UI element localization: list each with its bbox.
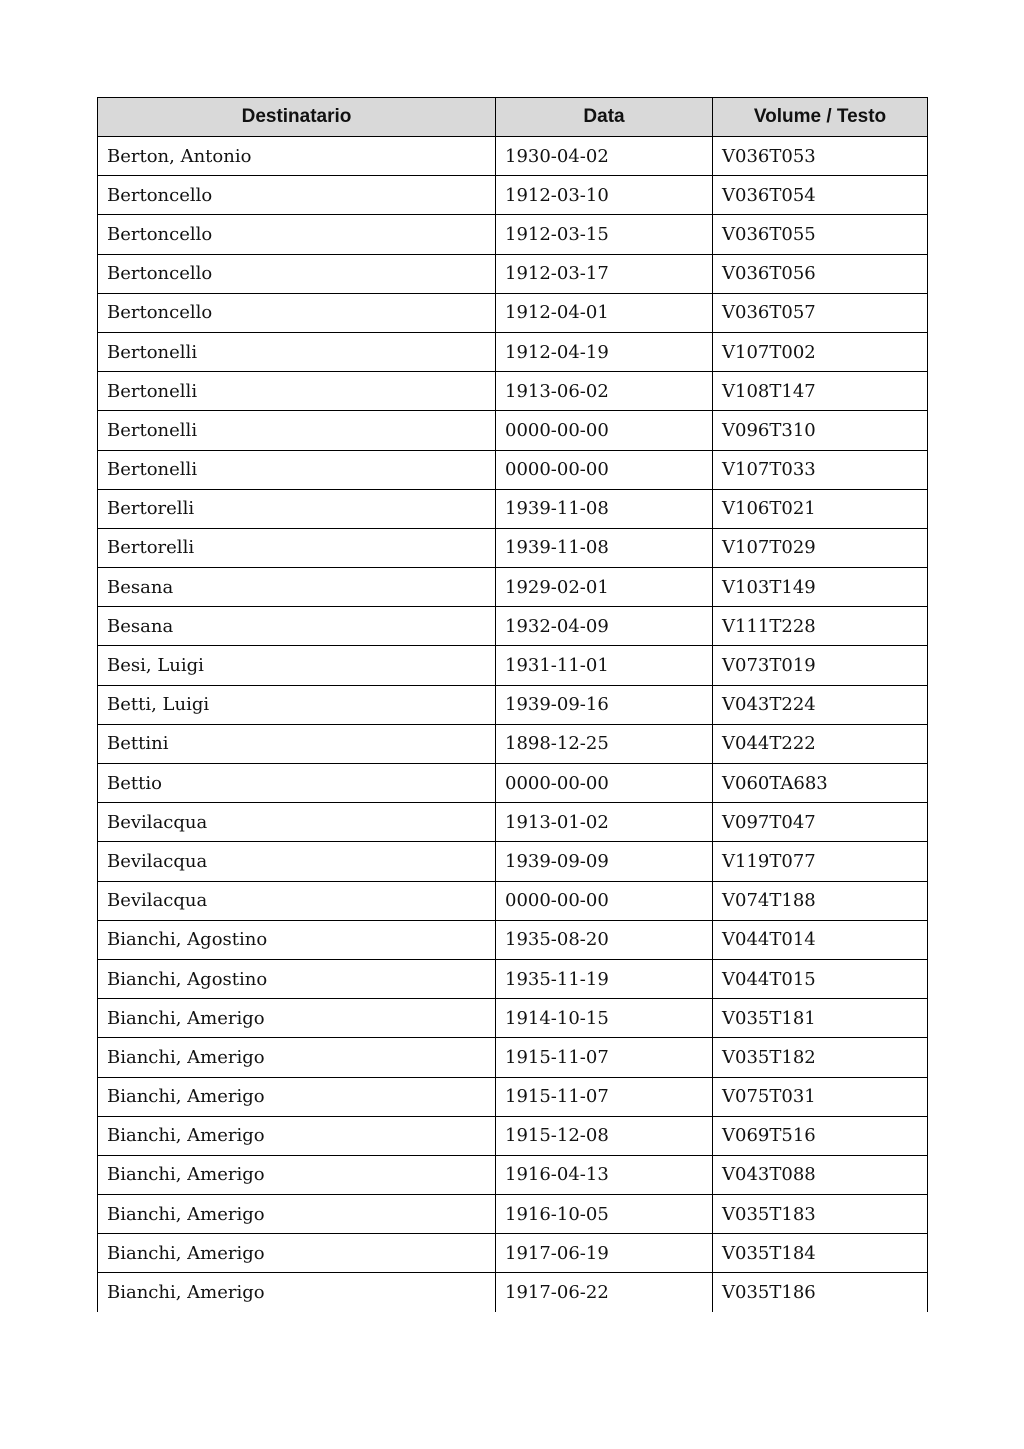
cell-data: 1916-10-05	[496, 1195, 713, 1234]
table-row	[98, 881, 928, 920]
column-header-volume-testo: Volume / Testo	[713, 98, 928, 137]
cell-volume-testo: V044T222	[713, 724, 928, 763]
cell-data: 0000-00-00	[496, 881, 713, 920]
cell-volume-testo: V060TA683	[713, 764, 928, 803]
table-row	[98, 1195, 928, 1234]
cell-data: 1930-04-02	[496, 137, 713, 176]
table-row	[98, 999, 928, 1038]
cell-destinatario: Bianchi, Agostino	[98, 920, 496, 959]
cell-volume-testo: V107T002	[713, 332, 928, 371]
cell-volume-testo: V035T181	[713, 999, 928, 1038]
column-header-destinatario: Destinatario	[98, 98, 496, 137]
cell-volume-testo: V044T015	[713, 959, 928, 998]
cell-destinatario: Bertonelli	[98, 450, 496, 489]
cell-volume-testo: V107T029	[713, 528, 928, 567]
table-row	[98, 411, 928, 450]
cell-data: 1913-06-02	[496, 372, 713, 411]
cell-destinatario: Besana	[98, 568, 496, 607]
table-row	[98, 372, 928, 411]
cell-data: 1939-11-08	[496, 489, 713, 528]
cell-volume-testo: V111T228	[713, 607, 928, 646]
cell-data: 0000-00-00	[496, 764, 713, 803]
cell-destinatario: Bianchi, Amerigo	[98, 1077, 496, 1116]
cell-data: 0000-00-00	[496, 450, 713, 489]
table-row	[98, 959, 928, 998]
cell-destinatario: Bertonelli	[98, 411, 496, 450]
cell-volume-testo: V074T188	[713, 881, 928, 920]
table-body	[98, 137, 928, 1313]
cell-destinatario: Bianchi, Amerigo	[98, 999, 496, 1038]
cell-volume-testo: V075T031	[713, 1077, 928, 1116]
cell-data: 1912-03-15	[496, 215, 713, 254]
table-row	[98, 920, 928, 959]
cell-destinatario: Besi, Luigi	[98, 646, 496, 685]
table-row	[98, 489, 928, 528]
cell-destinatario: Bertonelli	[98, 332, 496, 371]
cell-data: 1912-04-01	[496, 293, 713, 332]
cell-destinatario: Bertoncello	[98, 293, 496, 332]
cell-volume-testo: V036T057	[713, 293, 928, 332]
cell-destinatario: Bettini	[98, 724, 496, 763]
cell-volume-testo: V043T224	[713, 685, 928, 724]
cell-volume-testo: V036T055	[713, 215, 928, 254]
table-row	[98, 1273, 928, 1312]
cell-data: 1913-01-02	[496, 803, 713, 842]
cell-volume-testo: V097T047	[713, 803, 928, 842]
cell-volume-testo: V119T077	[713, 842, 928, 881]
cell-destinatario: Bertorelli	[98, 489, 496, 528]
cell-volume-testo: V035T186	[713, 1273, 928, 1312]
header-row	[98, 98, 928, 137]
table-row	[98, 215, 928, 254]
table-row	[98, 137, 928, 176]
cell-destinatario: Betti, Luigi	[98, 685, 496, 724]
cell-data: 1917-06-22	[496, 1273, 713, 1312]
cell-destinatario: Bianchi, Amerigo	[98, 1195, 496, 1234]
table-row	[98, 1234, 928, 1273]
cell-data: 1915-12-08	[496, 1116, 713, 1155]
cell-data: 1917-06-19	[496, 1234, 713, 1273]
table-row	[98, 1038, 928, 1077]
cell-volume-testo: V044T014	[713, 920, 928, 959]
table-row	[98, 842, 928, 881]
cell-destinatario: Bertorelli	[98, 528, 496, 567]
cell-data: 1915-11-07	[496, 1038, 713, 1077]
cell-destinatario: Bertoncello	[98, 176, 496, 215]
cell-volume-testo: V035T184	[713, 1234, 928, 1273]
cell-destinatario: Bettio	[98, 764, 496, 803]
cell-destinatario: Berton, Antonio	[98, 137, 496, 176]
cell-data: 1912-03-17	[496, 254, 713, 293]
cell-data: 1935-11-19	[496, 959, 713, 998]
cell-volume-testo: V073T019	[713, 646, 928, 685]
cell-volume-testo: V106T021	[713, 489, 928, 528]
cell-data: 1939-11-08	[496, 528, 713, 567]
cell-destinatario: Bevilacqua	[98, 881, 496, 920]
cell-volume-testo: V036T056	[713, 254, 928, 293]
cell-data: 1929-02-01	[496, 568, 713, 607]
cell-data: 1914-10-15	[496, 999, 713, 1038]
table-header	[98, 98, 928, 137]
cell-data: 1935-08-20	[496, 920, 713, 959]
table-row	[98, 764, 928, 803]
column-header-data: Data	[496, 98, 713, 137]
correspondence-table	[97, 97, 928, 1312]
table-row	[98, 254, 928, 293]
table-row	[98, 176, 928, 215]
table-row	[98, 528, 928, 567]
cell-volume-testo: V036T054	[713, 176, 928, 215]
cell-destinatario: Bianchi, Amerigo	[98, 1234, 496, 1273]
cell-volume-testo: V108T147	[713, 372, 928, 411]
cell-destinatario: Bevilacqua	[98, 842, 496, 881]
cell-volume-testo: V036T053	[713, 137, 928, 176]
cell-destinatario: Bianchi, Amerigo	[98, 1273, 496, 1312]
cell-volume-testo: V035T183	[713, 1195, 928, 1234]
cell-volume-testo: V103T149	[713, 568, 928, 607]
table-row	[98, 450, 928, 489]
cell-destinatario: Bertonelli	[98, 372, 496, 411]
cell-destinatario: Bevilacqua	[98, 803, 496, 842]
cell-data: 1939-09-16	[496, 685, 713, 724]
table-row	[98, 332, 928, 371]
table-row	[98, 685, 928, 724]
cell-destinatario: Bertoncello	[98, 254, 496, 293]
cell-volume-testo: V069T516	[713, 1116, 928, 1155]
cell-destinatario: Bianchi, Amerigo	[98, 1038, 496, 1077]
cell-data: 1898-12-25	[496, 724, 713, 763]
table-row	[98, 293, 928, 332]
cell-destinatario: Bertoncello	[98, 215, 496, 254]
table-row	[98, 803, 928, 842]
table-row	[98, 1077, 928, 1116]
cell-data: 1912-03-10	[496, 176, 713, 215]
table-row	[98, 568, 928, 607]
cell-data: 1915-11-07	[496, 1077, 713, 1116]
table-row	[98, 1155, 928, 1194]
cell-data: 1912-04-19	[496, 332, 713, 371]
cell-destinatario: Bianchi, Agostino	[98, 959, 496, 998]
cell-volume-testo: V107T033	[713, 450, 928, 489]
cell-volume-testo: V043T088	[713, 1155, 928, 1194]
cell-destinatario: Besana	[98, 607, 496, 646]
cell-data: 1916-04-13	[496, 1155, 713, 1194]
cell-volume-testo: V096T310	[713, 411, 928, 450]
cell-data: 1931-11-01	[496, 646, 713, 685]
cell-data: 1939-09-09	[496, 842, 713, 881]
cell-destinatario: Bianchi, Amerigo	[98, 1155, 496, 1194]
cell-data: 0000-00-00	[496, 411, 713, 450]
cell-data: 1932-04-09	[496, 607, 713, 646]
cell-volume-testo: V035T182	[713, 1038, 928, 1077]
table-row	[98, 1116, 928, 1155]
table-row	[98, 724, 928, 763]
table-row	[98, 646, 928, 685]
table-row	[98, 607, 928, 646]
cell-destinatario: Bianchi, Amerigo	[98, 1116, 496, 1155]
